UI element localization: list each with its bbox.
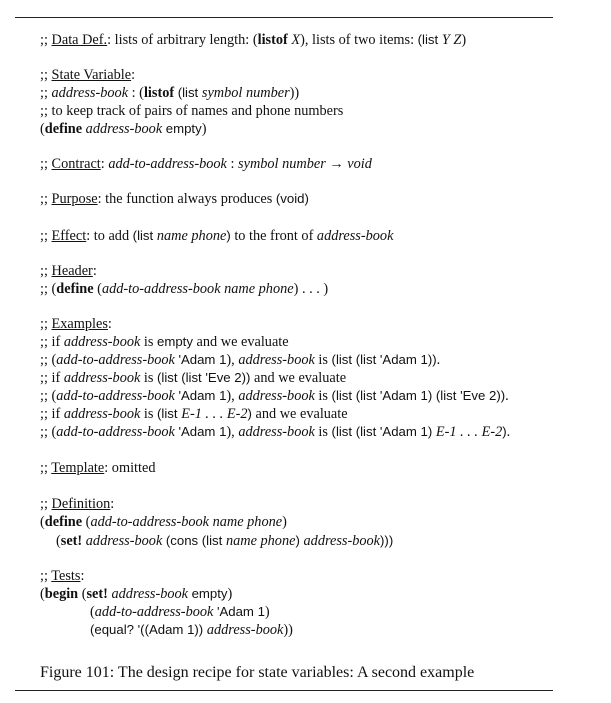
example-line-3: ;; if address-book is (list (list 'Eve 2)) and we evaluate: [40, 370, 347, 386]
definition-define-line: (define (add-to-address-book name phone): [40, 514, 287, 530]
top-rule: [15, 17, 553, 18]
tests-equal-line: (equal? '((Adam 1)) address-book)): [90, 622, 293, 638]
tests-heading: ;; Tests:: [40, 568, 85, 584]
definition-heading: ;; Definition:: [40, 496, 115, 512]
state-variable-comment: ;; to keep track of pairs of names and phone numbers: [40, 103, 344, 119]
header-define-line: ;; (define (add-to-address-book name phone) . . . ): [40, 281, 329, 297]
bottom-rule: [15, 690, 553, 691]
effect-line: ;; Effect: to add (list name phone) to the front of address-book: [40, 228, 394, 244]
example-line-4: ;; (add-to-address-book 'Adam 1), address-book is (list (list 'Adam 1) (list 'Eve 2)).: [40, 388, 509, 404]
example-line-5: ;; if address-book is (list E-1 . . . E-2) and we evaluate: [40, 406, 348, 422]
examples-heading: ;; Examples:: [40, 316, 112, 332]
state-variable-type-line: ;; address-book : (listof (list symbol number)): [40, 85, 300, 101]
template-line: ;; Template: omitted: [40, 460, 156, 476]
tests-begin-line: (begin (set! address-book empty): [40, 586, 233, 602]
example-line-2: ;; (add-to-address-book 'Adam 1), address-book is (list (list 'Adam 1)).: [40, 352, 441, 368]
figure-caption: Figure 101: The design recipe for state variables: A second example: [40, 664, 475, 681]
state-variable-define: (define address-book empty): [40, 121, 207, 137]
example-line-6: ;; (add-to-address-book 'Adam 1), address-book is (list (list 'Adam 1) E-1 . . . E-2).: [40, 424, 511, 440]
tests-call-line: (add-to-address-book 'Adam 1): [90, 604, 270, 620]
contract-line: ;; Contract: add-to-address-book : symbol number → void: [40, 156, 372, 172]
definition-body-line: (set! address-book (cons (list name phone) address-book))): [56, 533, 394, 549]
example-line-1: ;; if address-book is empty and we evaluate: [40, 334, 289, 350]
purpose-line: ;; Purpose: the function always produces (void): [40, 191, 309, 207]
state-variable-heading: ;; State Variable:: [40, 67, 136, 83]
data-def-line: ;; Data Def.: lists of arbitrary length: (listof X), lists of two items: (list Y Z): [40, 32, 467, 48]
header-heading: ;; Header:: [40, 263, 97, 279]
